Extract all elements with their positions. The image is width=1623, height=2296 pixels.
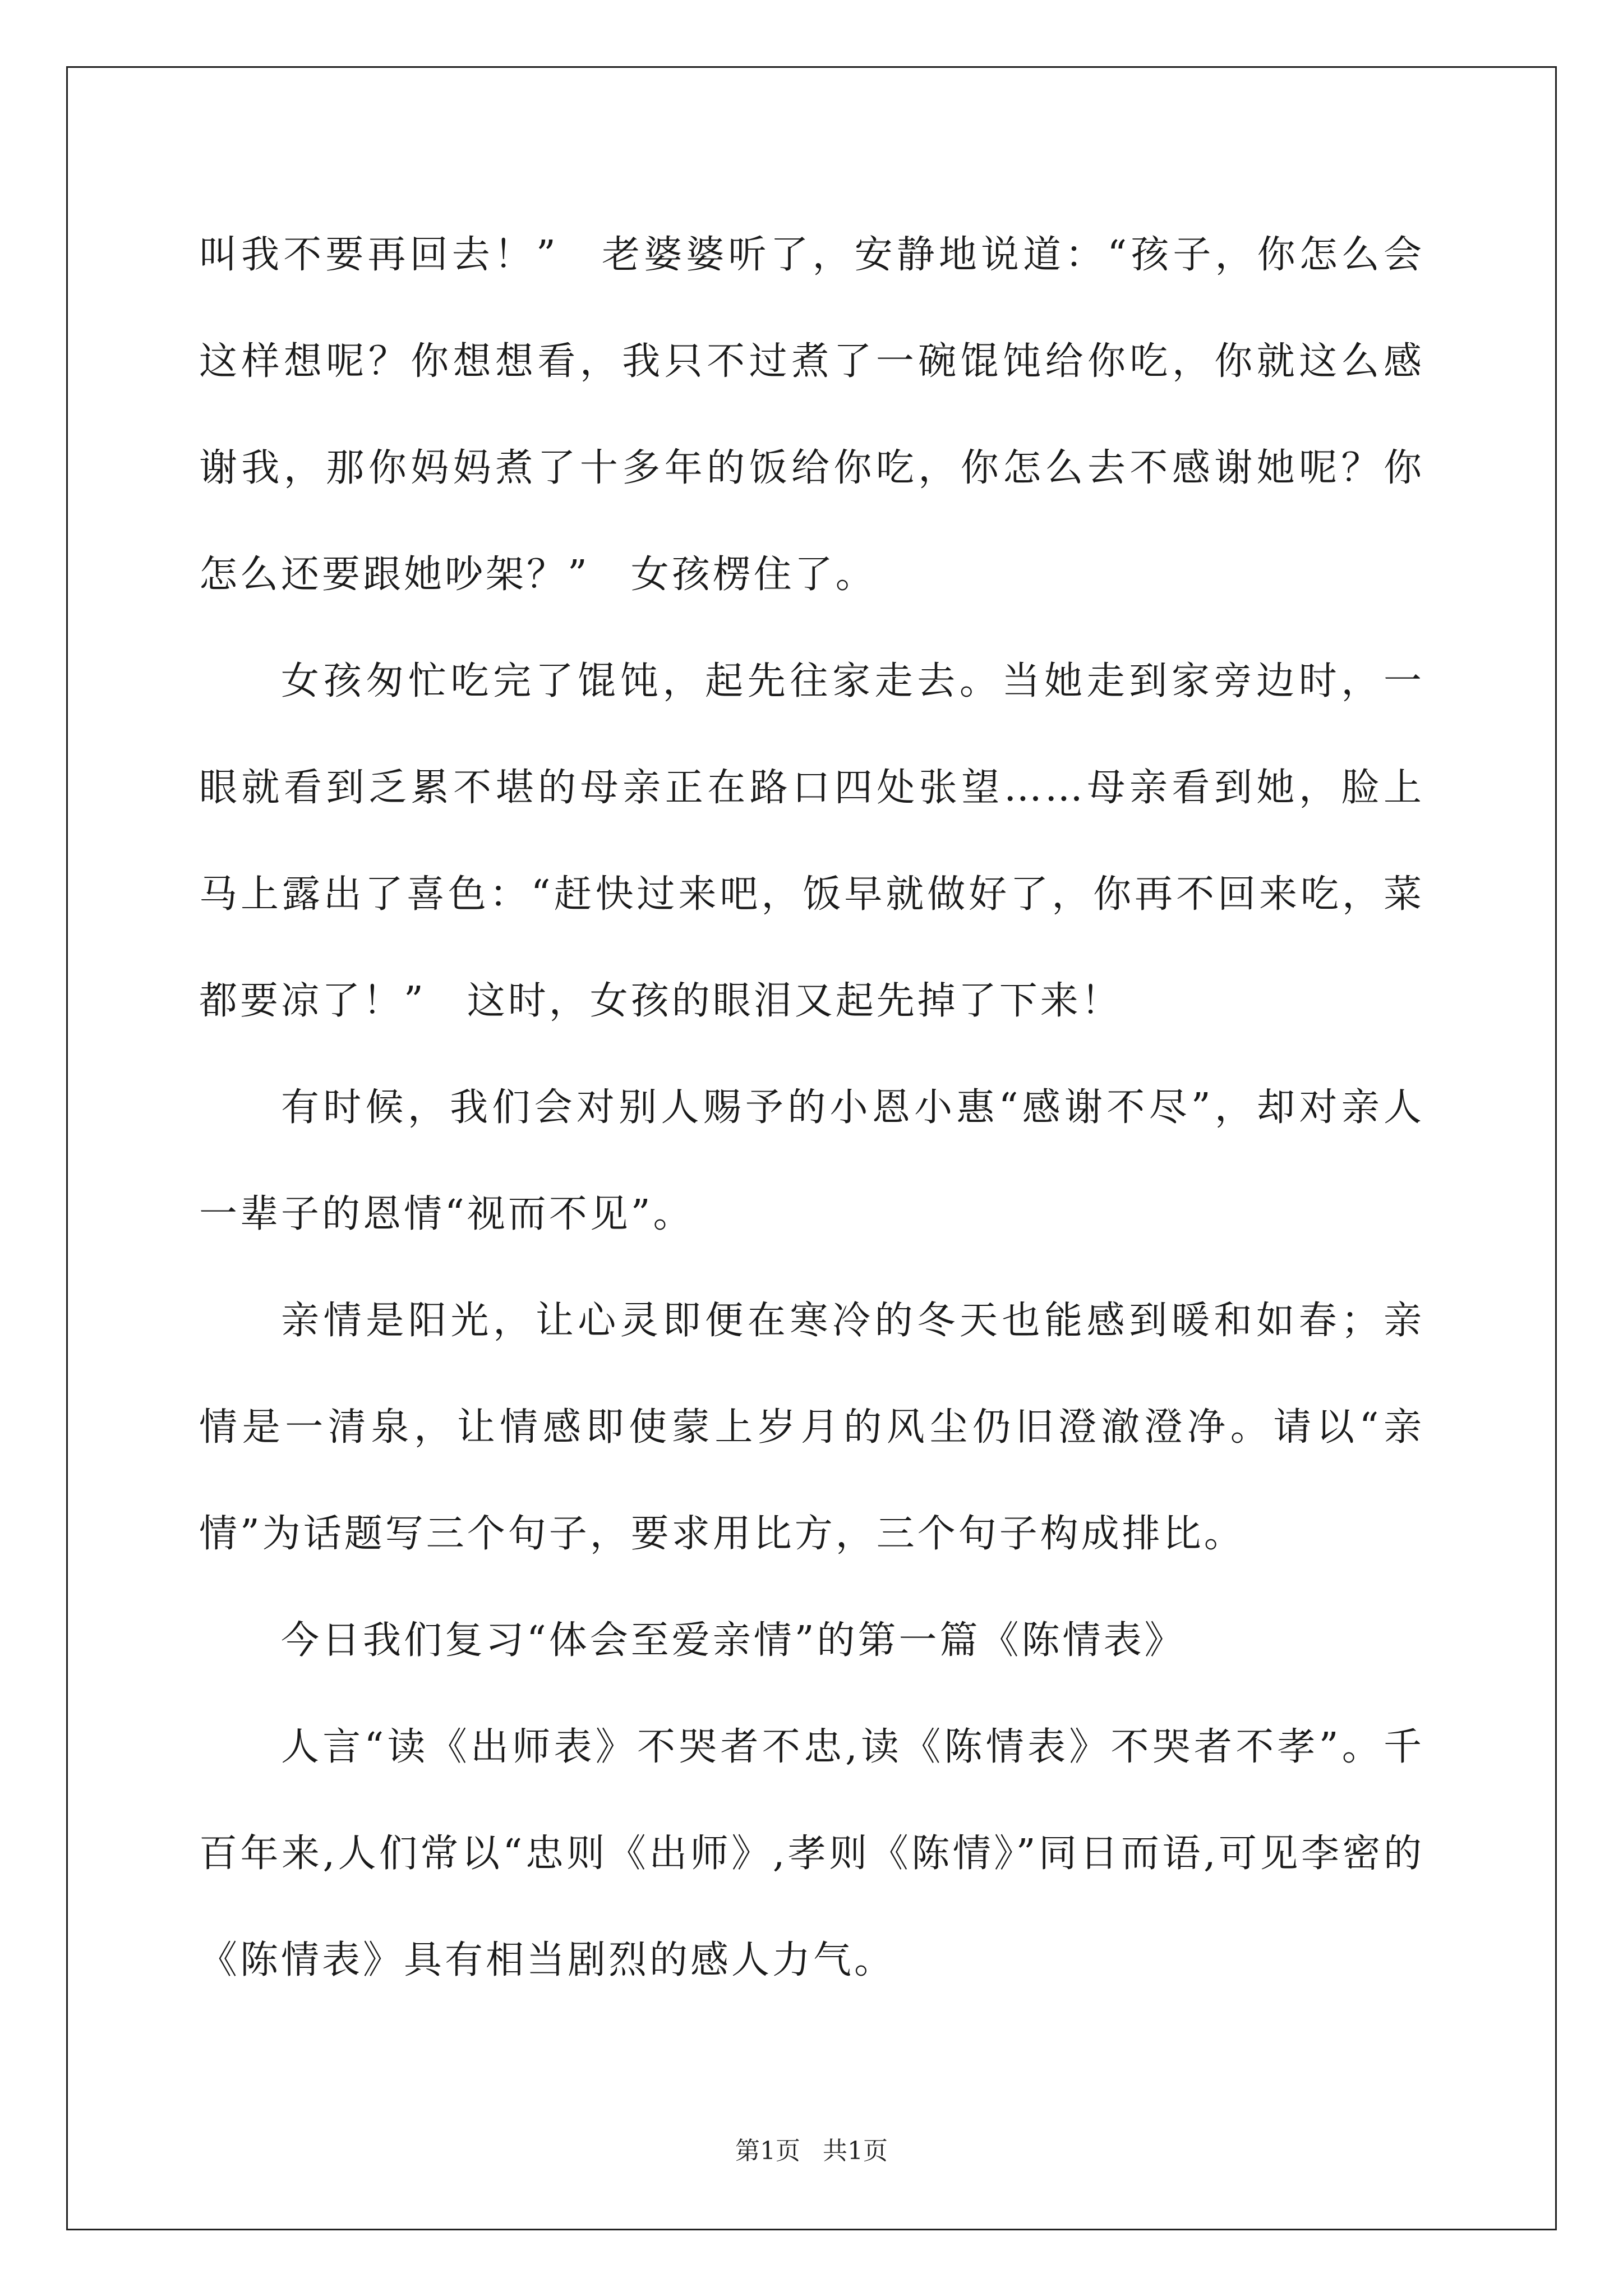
paragraph-4: 亲情是阳光，让心灵即便在寒冷的冬天也能感到暖和如春；亲情是一清泉，让情感即使蒙上岁月的风尘仍旧澄澈澄净。请以“亲情”为话题写三个句子，要求用比方，三个句子构成排比。 — [199, 1299, 1424, 1556]
paragraph-1: 叫我不要再回去！” 老婆婆听了，安静地说道：“孩子，你怎么会这样想呢？你想想看，我只不过煮了一碗馄饨给你吃，你就这么感谢我，那你妈妈煮了十多年的饭给你吃，你怎么去不感谢她呢？你怎么还要跟她吵架？” 女孩楞住了。 — [199, 233, 1424, 597]
page-number: 第1页 — [735, 2137, 800, 2165]
page-footer — [0, 2134, 1623, 2168]
document-body — [199, 202, 1424, 2014]
paragraph-2: 女孩匆忙吃完了馄饨，起先往家走去。当她走到家旁边时，一眼就看到乏累不堪的母亲正在路口四处张望……母亲看到她，脸上马上露出了喜色：“赶快过来吧，饭早就做好了，你再不回来吃，菜都要凉了！” 这时，女孩的眼泪又起先掉了下来！ — [199, 659, 1424, 1023]
paragraph-6: 人言“读《出师表》不哭者不忠,读《陈情表》不哭者不孝”。千百年来,人们常以“忠则《出师》,孝则《陈情》”同日而语,可见李密的《陈情表》具有相当剧烈的感人力气。 — [199, 1725, 1424, 1982]
paragraph-5: 今日我们复习“体会至爱亲情”的第一篇《陈情表》 — [281, 1618, 1186, 1663]
page-total: 共1页 — [823, 2137, 888, 2165]
paragraph-3: 有时候，我们会对别人赐予的小恩小惠“感谢不尽”，却对亲人一辈子的恩情“视而不见”。 — [199, 1085, 1424, 1236]
